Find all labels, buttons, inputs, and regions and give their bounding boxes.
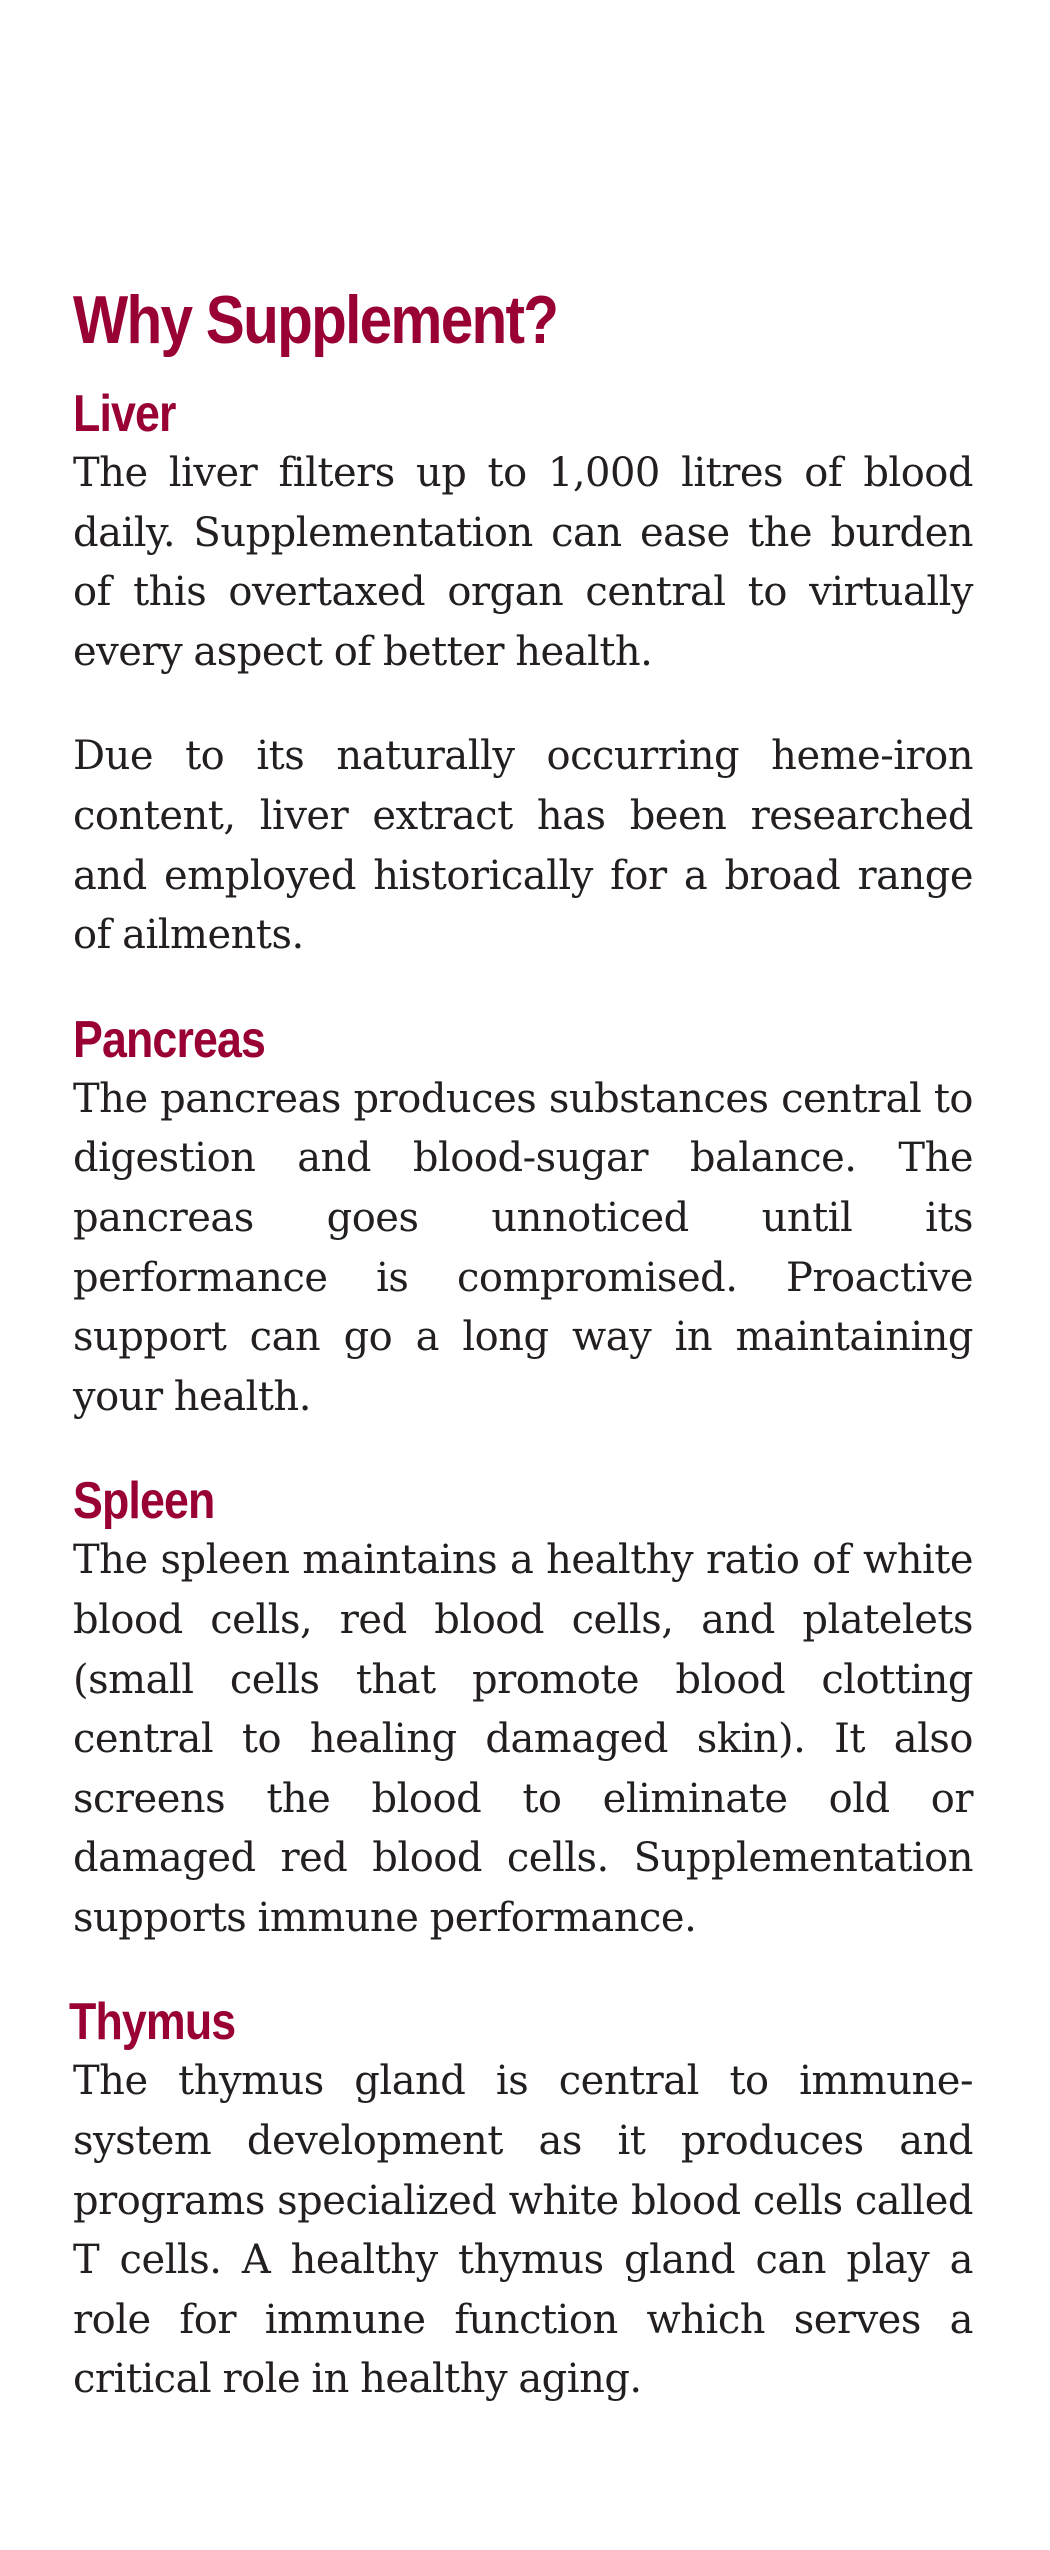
section-heading-thymus: Thymus bbox=[69, 1993, 236, 2052]
section-heading-spleen: Spleen bbox=[73, 1472, 215, 1531]
section-heading-pancreas: Pancreas bbox=[73, 1010, 266, 1069]
pancreas-paragraph: The pancreas produces substances central to digestion and blood-sugar balance. The pancreas goes unnoticed until its performance is compromised. Proactive support can go a long way in maintaining your health. bbox=[73, 1075, 973, 1420]
thymus-paragraph: The thymus gland is central to immune-system development as it produces and programs specialized white blood cells called T cells. A healthy thymus gland can play a role for immune function which serves a critical role in healthy aging. bbox=[73, 2058, 973, 2403]
liver-paragraph-1: The liver filters up to 1,000 litres of blood daily. Supplementation can ease the burden of this overtaxed organ central to virtually every aspect of better health. bbox=[73, 450, 973, 675]
liver-paragraph-2: Due to its naturally occurring heme-iron content, liver extract has been researched and employed historically for a broad range of ailments. bbox=[73, 733, 973, 959]
section-heading-liver: Liver bbox=[73, 385, 176, 443]
section-spleen bbox=[73, 1471, 973, 1948]
spleen-paragraph: The spleen maintains a healthy ratio of white blood cells, red blood cells, and platelets (small cells that promote blood clotting central to healing damaged skin). It also screens the blood to eliminate old or damaged red blood cells. Supplementation supports immune performance. bbox=[73, 1537, 973, 1941]
page-title: Why Supplement? bbox=[73, 282, 558, 358]
section-liver bbox=[73, 384, 973, 966]
document-content bbox=[69, 278, 973, 2410]
section-thymus bbox=[69, 1992, 973, 2410]
section-pancreas bbox=[73, 1010, 973, 1428]
